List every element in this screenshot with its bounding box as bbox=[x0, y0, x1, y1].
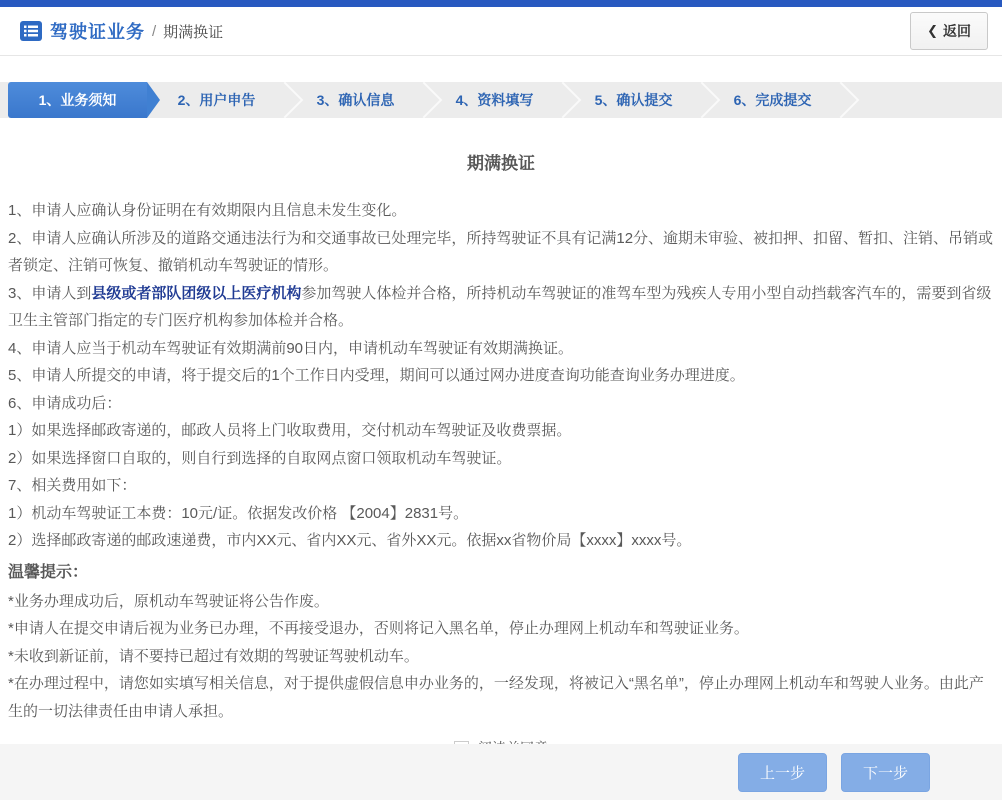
top-accent-bar bbox=[0, 0, 1002, 7]
breadcrumb bbox=[20, 18, 223, 44]
back-button-label: 返回 bbox=[943, 23, 971, 39]
notice-line: 7、相关费用如下： bbox=[8, 477, 137, 494]
tip-line: *业务办理成功后，原机动车驾驶证将公告作废。 bbox=[8, 592, 329, 610]
notice-line: 1）如果选择邮政寄递的，邮政人员将上门收取费用，交付机动车驾驶证及收费票据。 bbox=[8, 422, 572, 439]
page-title: 期满换证 bbox=[467, 154, 535, 173]
step-progress-bar bbox=[0, 82, 1002, 118]
footer-action-bar bbox=[0, 744, 1002, 800]
step-2-user-declaration[interactable] bbox=[147, 82, 286, 118]
step-bar-filler bbox=[842, 82, 1002, 118]
main-content bbox=[0, 149, 1002, 758]
step-5-confirm-submit[interactable] bbox=[564, 82, 703, 118]
breadcrumb-section[interactable]: 驾驶证业务 bbox=[50, 22, 145, 42]
step-label: 4、资料填写 bbox=[455, 92, 534, 108]
notice-line: 5、申请人所提交的申请，将于提交后的1个工作日内受理，期间可以通过网办进度查询功能查询业务办理进度。 bbox=[8, 367, 745, 384]
tip-line: *未收到新证前，请不要持已超过有效期的驾驶证驾驶机动车。 bbox=[8, 647, 419, 665]
breadcrumb-separator: / bbox=[152, 22, 157, 40]
step-4-fill-materials[interactable] bbox=[425, 82, 564, 118]
business-notice-text bbox=[8, 197, 994, 555]
step-label: 2、用户申告 bbox=[177, 92, 256, 108]
tips-heading: 温馨提示： bbox=[8, 563, 89, 581]
step-label: 1、业务须知 bbox=[38, 92, 117, 108]
notice-line: 4、申请人应当于机动车驾驶证有效期满前90日内，申请机动车驾驶证有效期满换证。 bbox=[8, 339, 574, 357]
chevron-left-icon: ❮ bbox=[927, 23, 938, 38]
breadcrumb-current: 期满换证 bbox=[163, 23, 224, 41]
prev-step-button[interactable]: 上一步 bbox=[738, 753, 827, 792]
page-header bbox=[0, 7, 1002, 56]
tips-list bbox=[8, 588, 994, 726]
step-1-business-notice[interactable] bbox=[8, 82, 147, 118]
notice-line3-suffix: 参加驾驶人体检并合格，所持机动车驾驶证的准驾车型为残疾人专用小型自动挡载客汽车的，需要到省级卫生主管部门指定的专门医疗机构参加体检并合格。 bbox=[8, 284, 992, 329]
step-label: 3、确认信息 bbox=[316, 92, 395, 108]
notice-line3-highlight: 县级或者部队团级以上医疗机构 bbox=[91, 284, 302, 302]
notice-line bbox=[8, 280, 994, 335]
tip-line: *申请人在提交申请后视为业务已办理，不再接受退办，否则将记入黑名单，停止办理网上机动车和驾驶证业务。 bbox=[8, 620, 749, 637]
next-step-button[interactable]: 下一步 bbox=[841, 753, 930, 792]
notice-line: 2）如果选择窗口自取的，则自行到选择的自取网点窗口领取机动车驾驶证。 bbox=[8, 449, 512, 467]
notice-line: 1）机动车驾驶证工本费：10元/证。依据发改价格 【2004】2831号。 bbox=[8, 504, 469, 522]
notice-line: 6、申请成功后： bbox=[8, 394, 122, 412]
list-icon bbox=[20, 21, 42, 41]
step-3-confirm-info[interactable] bbox=[286, 82, 425, 118]
notice-line: 1、申请人应确认身份证明在有效期限内且信息未发生变化。 bbox=[8, 202, 407, 219]
notice-line: 2）选择邮政寄递的邮政速递费，市内XX元、省内XX元、省外XX元。依据xx省物价局【xxxx】xxxx号。 bbox=[8, 532, 692, 549]
notice-line: 2、申请人应确认所涉及的道路交通违法行为和交通事故已处理完毕，所持驾驶证不具有记满12分、逾期未审验、被扣押、扣留、暂扣、注销、吊销或者锁定、注销可恢复、撤销机动车驾驶证的情形。 bbox=[8, 229, 994, 274]
notice-line3-prefix: 3、申请人到 bbox=[8, 284, 92, 302]
step-label: 6、完成提交 bbox=[733, 92, 812, 108]
step-label: 5、确认提交 bbox=[594, 92, 673, 108]
back-button[interactable] bbox=[910, 12, 988, 50]
tip-line: *在办理过程中，请您如实填写相关信息，对于提供虚假信息申办业务的，一经发现，将被记入“黑名单”，停止办理网上机动车和驾驶人业务。由此产生的一切法律责任由申请人承担。 bbox=[8, 675, 984, 720]
step-6-complete-submit[interactable] bbox=[703, 82, 842, 118]
